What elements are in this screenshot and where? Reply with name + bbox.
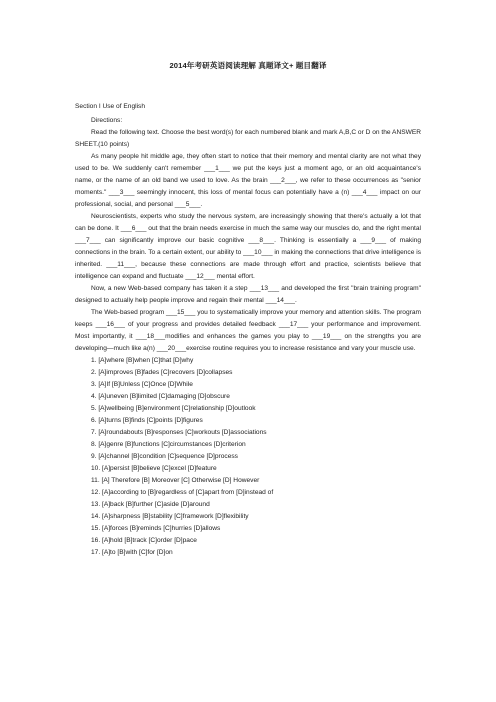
- document-title: 2014年考研英语阅读理解 真题译文+ 题目翻译: [169, 61, 327, 70]
- directions-label: Directions:: [91, 117, 123, 124]
- option-line-15: 15. [A]forces [B]reminds [C]hurries [D]allows: [91, 525, 221, 532]
- option-line-8: 8. [A]genre [B]functions [C]circumstances [D]criterion: [91, 441, 246, 448]
- option-line-14: 14. [A]sharpness [B]stability [C]framework [D]flexibility: [91, 513, 249, 520]
- option-line-10: 10. [A]persist [B]believe [C]excel [D]feature: [91, 465, 217, 472]
- passage-paragraph-2: Neuroscientists, experts who study the nervous system, are increasingly showing that there's actually a lot that can be done. It ___6___ out that the brain needs exercise in much the same way our muscles do, and the right mental ___7___ can significantly improve our basic cognitive ___8___. Thinking is essentially a ___9___ of making connections in the brain. To a certain extent, our ability to ___10___ in making the connections that drive intelligence is inherited. ___11___, because these connections are made through effort and practice, scientists believe that intelligence can expand and fluctuate ___12___ mental effort.: [75, 213, 421, 280]
- option-line-13: 13. [A]back [B]further [C]aside [D]around: [91, 501, 210, 508]
- option-line-16: 16. [A]hold [B]track [C]order [D]pace: [91, 537, 197, 544]
- option-line-4: 4. [A]uneven [B]limited [C]damaging [D]obscure: [91, 393, 230, 400]
- option-line-6: 6. [A]turns [B]finds [C]points [D]figures: [91, 417, 203, 424]
- document-body: [75, 115, 421, 559]
- option-line-1: 1. [A]where [B]when [C]that [D]why: [91, 357, 194, 364]
- option-line-2: 2. [A]improves [B]fades [C]recovers [D]collapses: [91, 369, 233, 376]
- option-line-9: 9. [A]channel [B]condition [C]sequence [D]process: [91, 453, 238, 460]
- option-line-3: 3. [A]If [B]Unless [C]Once [D]While: [91, 381, 193, 388]
- passage-paragraph-4: The Web-based program ___15___ you to systematically improve your memory and attention skills. The program keeps ___16___ of your progress and provides detailed feedback ___17___ your performance and improvement. Most importantly, it ___18___modifies and enhances the games you play to ___19___ on the strengths you are developing—much like a(n) ___20___exercise routine requires you to increase resistance and vary your muscle use.: [75, 309, 421, 352]
- passage-paragraph-1: As many people hit middle age, they often start to notice that their memory and mental clarity are not what they used to be. We suddenly can't remember ___1___ we put the keys just a moment ago, or an old acquaintance's name, or the name of an old band we used to love. As the brain ___2___, we refer to these occurrences as "senior moments." ___3___ seemingly innocent, this loss of mental focus can potentially have a (n) ___4___ impact on our professional, social, and personal ___5___.: [75, 153, 421, 208]
- directions-text: Read the following text. Choose the best word(s) for each numbered blank and mark A,B,C or D on the ANSWER SHEET.(10 points): [75, 129, 421, 148]
- option-line-7: 7. [A]roundabouts [B]responses [C]workouts [D]associations: [91, 429, 267, 436]
- option-line-17: 17. [A]to [B]with [C]for [D]on: [91, 549, 173, 556]
- option-line-5: 5. [A]wellbeing [B]environment [C]relationship [D]outlook: [91, 405, 256, 412]
- passage-paragraph-3: Now, a new Web-based company has taken it a step ___13___ and developed the first "brain training program" designed to actually help people improve and regain their mental ___14___.: [75, 285, 421, 304]
- option-line-11: 11. [A] Therefore [B] Moreover [C] Otherwise [D] However: [91, 477, 260, 484]
- section-heading: Section I Use of English: [75, 103, 146, 110]
- option-line-12: 12. [A]according to [B]regardless of [C]apart from [D]instead of: [91, 489, 274, 496]
